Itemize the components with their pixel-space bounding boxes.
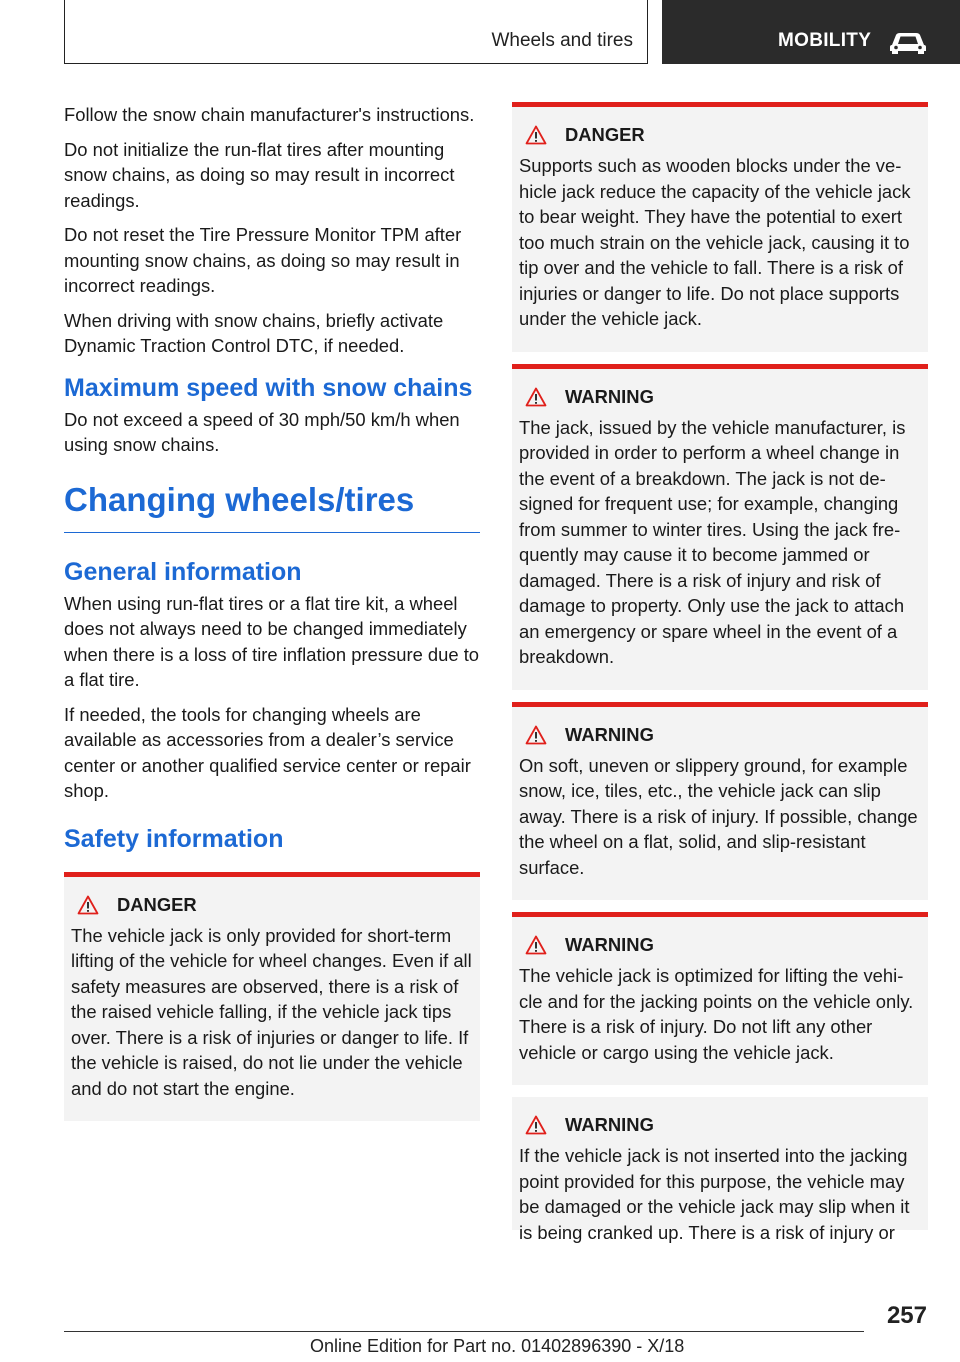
box-title: WARNING (565, 934, 654, 955)
paragraph-dtc: When driving with snow chains, briefly activate Dynamic Traction Control DTC, if needed. (64, 309, 444, 356)
paragraph-max-speed: Do not exceed a speed of 30 mph/50 km/h when using snow chains. (64, 408, 460, 455)
box-text: The vehicle jack is optimized for lifting the vehicle and for the jacking points on the vehicle only. There is a risk of injury. Do not lift any other vehicle or cargo using the vehicle jack. (519, 965, 914, 1063)
warning-triangle-icon (525, 1115, 547, 1135)
header-section-title: Wheels and tires (491, 30, 633, 51)
warning-triangle-icon (77, 895, 99, 915)
warning-triangle-icon (525, 387, 547, 407)
box-title: DANGER (565, 124, 645, 145)
paragraph-general-2: If needed, the tools for changing wheels are available as accessories from a dealer’s service center or another qualified service center or repair shop. (64, 703, 471, 801)
warning-box-slippery-ground (512, 702, 928, 901)
footer-divider (64, 1331, 864, 1332)
danger-box-supports (512, 102, 928, 352)
header-section-tab (64, 0, 648, 64)
header-chapter-title: MOBILITY (778, 30, 872, 51)
warning-triangle-icon (525, 725, 547, 745)
warning-triangle-icon (525, 125, 547, 145)
warning-box-jack-optimized (512, 912, 928, 1085)
car-icon (888, 30, 928, 54)
paragraph-run-flat-init: Do not initialize the run-flat tires after mounting snow chains, as doing so may result in incorrect readings. (64, 138, 455, 211)
box-text: If the vehicle jack is not inserted into the jacking point provided for this purpose, the vehicle may be damaged or the vehicle jack may slip when it is being cranked up. There is a risk of injury or (519, 1145, 910, 1243)
paragraph-general-1: When using run-flat tires or a flat tire kit, a wheel does not always need to be changed immediately when there is a loss of tire inflation pressure due to a flat tire. (64, 592, 480, 690)
danger-box-short-term-lifting (64, 872, 480, 1122)
header-chapter-tab (662, 0, 960, 64)
paragraph-tpm-reset: Do not reset the Tire Pressure Monitor TPM after mounting snow chains, as doing so may result in incorrect readings. (64, 224, 462, 296)
box-title: WARNING (565, 385, 654, 407)
box-title: DANGER (117, 893, 197, 915)
heading-max-speed: Maximum speed with snow chains (64, 373, 473, 402)
box-text: The jack, issued by the vehicle manufacturer, is provided in order to perform a wheel change in the event of a breakdown. The jack is not designed for frequent use; for example, changing from summer to winter tires. Using the jack frequently may cause it to become jammed or damaged. There is a risk of injury and risk of damage to property. Only use the jack to attach an emergency or spare wheel in the event of a breakdown. (519, 416, 906, 667)
warning-box-jacking-point (512, 1097, 928, 1243)
box-text: Supports such as wooden blocks under the vehicle jack reduce the capacity of the vehicle jack to bear weight. They have the potential to exert too much strain on the vehicle jack, causing it to tip over and the vehicle to fall. There is a risk of injuries or danger to life. Do not place supports under the vehicle jack. (519, 155, 911, 329)
paragraph-snow-chain-instructions: Follow the snow chain manufacturer's instructions. (64, 104, 475, 125)
box-title: WARNING (565, 723, 654, 745)
right-column (512, 102, 928, 1243)
box-text: The vehicle jack is only provided for short-term lifting of the vehicle for wheel changes. Even if all safety measures are observed, there is a risk of the raised vehicle falling, if the vehicle jack tips over. There is a risk of injuries or danger to life. If the vehicle is raised, do not lie under the vehicle and do not start the engine. (71, 924, 472, 1099)
warning-triangle-icon (525, 935, 547, 955)
left-column (64, 102, 480, 1121)
warning-box-jack-usage (512, 364, 928, 690)
heading-general-information: General information (64, 557, 302, 586)
footer-edition: Online Edition for Part no. 01402896390 - X/18 (310, 1336, 685, 1356)
page-number: 257 (886, 1302, 927, 1329)
box-title: WARNING (565, 1114, 654, 1135)
box-text: On soft, uneven or slippery ground, for example snow, ice, tiles, etc., the vehicle jack can slip away. There is a risk of injury. If possible, change the wheel on a flat, solid, and slip-resistant surface. (519, 754, 918, 878)
heading-safety-information: Safety information (64, 824, 284, 853)
heading-changing-wheels: Changing wheels/tires (64, 480, 480, 533)
